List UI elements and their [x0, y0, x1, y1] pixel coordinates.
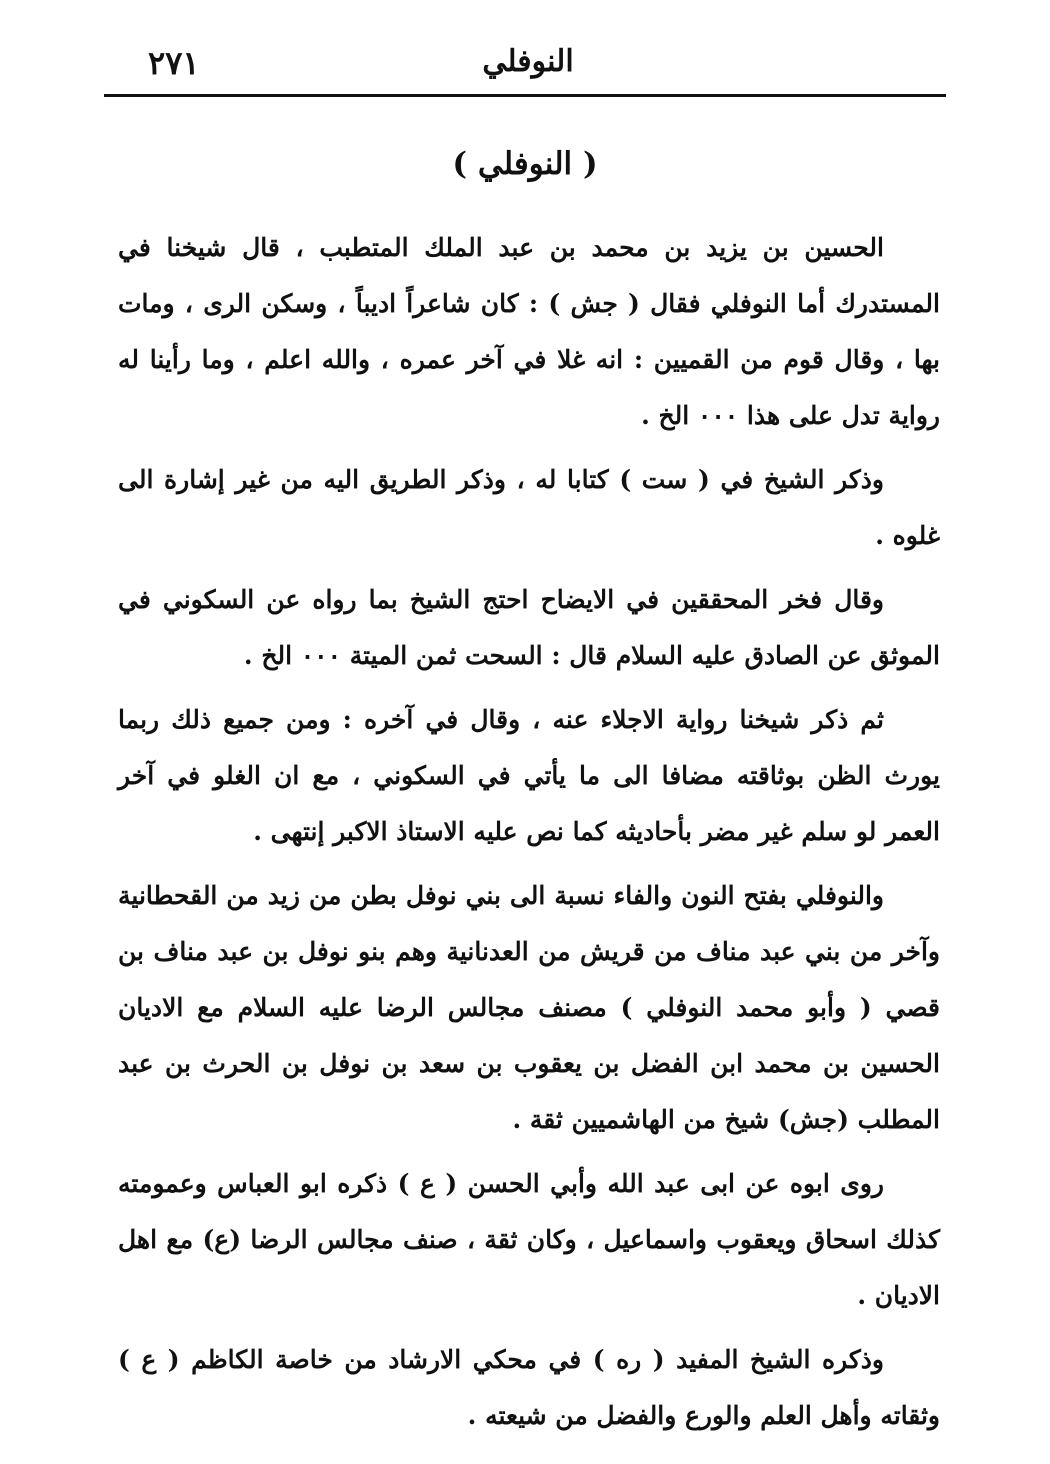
running-title: النوفلي [482, 44, 574, 79]
paragraph: ثم ذكر شيخنا رواية الاجلاء عنه ، وقال في آخره : ومن جميع ذلك ربما يورث الظن بوثاقته مضافا الى ما يأتي في السكوني ، مع ان الغلو في آخر العمر لو سلم غير مضر بأحاديثه كما نص عليه الاستاذ الاكبر إنتهى . [118, 705, 940, 846]
header-divider [104, 94, 946, 97]
paragraph: وذكره الشيخ المفيد ( ره ) في محكي الارشاد من خاصة الكاظم ( ع ) وثقاته وأهل العلم والورع والفضل من شيعته . [118, 1345, 940, 1430]
paragraph: وقال فخر المحققين في الايضاح احتج الشيخ بما رواه عن السكوني في الموثق عن الصادق عليه السلام قال : السحت ثمن الميتة ٠٠٠ الخ . [118, 585, 940, 670]
page-number: ٢٧١ [148, 44, 200, 82]
section-title: ( النوفلي ) [452, 146, 598, 182]
paragraph: الحسين بن يزيد بن محمد بن عبد الملك المتطبب ، قال شيخنا في المستدرك أما النوفلي فقال ( جش ) : كان شاعراً اديباً ، وسكن الرى ، ومات بها ، وقال قوم من القميين : انه غلا في آخر عمره ، والله اعلم ، وما رأينا له رواية تدل على هذا ٠٠٠ الخ . [118, 233, 940, 430]
body-text [118, 220, 940, 1444]
paragraph: وذكر الشيخ في ( ست ) كتابا له ، وذكر الطريق اليه من غير إشارة الى غلوه . [118, 465, 940, 550]
paragraph: روى ابوه عن ابى عبد الله وأبي الحسن ( ع ) ذكره ابو العباس وعمومته كذلك اسحاق ويعقوب واسماعيل ، وكان ثقة ، صنف مجالس الرضا (ع) مع اهل الاديان . [118, 1169, 940, 1310]
page-header [108, 38, 948, 94]
paragraph: والنوفلي بفتح النون والفاء نسبة الى بني نوفل بطن من زيد من القحطانية وآخر من بني عبد مناف من قريش من العدنانية وهم بنو نوفل بن عبد مناف بن قصي ( وأبو محمد النوفلي ) مصنف مجالس الرضا عليه السلام مع الاديان الحسين بن محمد ابن الفضل بن يعقوب بن سعد بن نوفل بن الحرث بن عبد المطلب (جش) شيخ من الهاشميين ثقة . [118, 881, 940, 1134]
